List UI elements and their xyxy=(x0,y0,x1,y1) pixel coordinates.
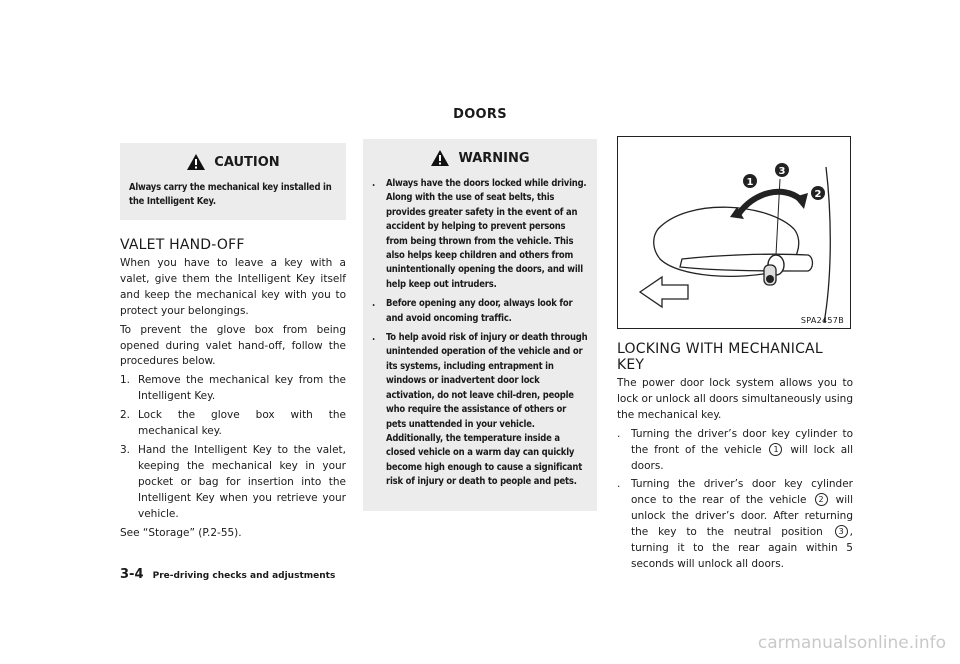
step-number: 3. xyxy=(120,443,131,456)
door-handle-illustration xyxy=(618,137,850,328)
bullet-text: Turning the driver’s door key cylinder to the front of the vehicle xyxy=(631,427,853,456)
warning-heading: WARNING xyxy=(458,150,530,166)
list-item xyxy=(372,297,588,326)
bullet-text: , turning it to the rear again within 5 seconds will unlock all doors. xyxy=(631,526,853,570)
step-text: Hand the Intelligent Key to the valet, keeping the mechanical key in your pocket or bag for insertion into the Intelligent Key when you retrieve your vehicle. xyxy=(138,443,346,520)
warning-text: Always have the doors locked while driving. Along with the use of seat belts, this provides greater safety in the event of an accident by helping to prevent persons from being thrown from the vehicle. This also helps keep children and others from unintentionally opening the doors, and will help keep out intruders. xyxy=(386,178,587,290)
list-item xyxy=(120,443,346,523)
figure-code: SPA2457B xyxy=(800,316,844,325)
bullet: . xyxy=(617,427,621,440)
bullet: . xyxy=(372,332,376,344)
caution-header xyxy=(129,153,337,171)
caution-text: Always carry the mechanical key installed in the Intelligent Key. xyxy=(129,182,332,208)
list-item xyxy=(617,477,853,572)
list-item xyxy=(372,331,588,489)
bullet: . xyxy=(617,478,621,491)
step-number: 1. xyxy=(120,374,131,387)
warning-box xyxy=(363,139,597,511)
bullet-text: Turning the driver’s door key cylinder once to the rear of the vehicle xyxy=(631,478,853,507)
valet-body xyxy=(120,256,346,541)
callout-1-inline: 1 xyxy=(769,443,782,456)
warning-triangle-icon xyxy=(186,153,206,171)
section-title: DOORS xyxy=(453,107,507,122)
door-handle-figure xyxy=(617,136,851,329)
warning-text: To help avoid risk of injury or death through unintended operation of the vehicle and or its systems, including entrapment in windows or inadvertent door lock activation, do not leave chil-dren, people who require the assistance of others or pets unattended in your vehicle. Additionally, the temperature inside a closed vehicle on a warm day can quickly become high enough to cause a significant risk of injury or death to people and pets. xyxy=(386,332,588,488)
bullet-text: will unlock the driver’s door. After returning the key to the neutral position xyxy=(631,494,854,539)
bullet: . xyxy=(372,178,376,189)
callout-3: 3 xyxy=(778,166,786,177)
callout-2-inline: 2 xyxy=(815,493,828,506)
watermark: carmanualsonline.info xyxy=(757,633,946,653)
right-column xyxy=(617,136,853,576)
page-footer xyxy=(120,563,335,582)
left-column xyxy=(120,143,346,544)
valet-intro: When you have to leave a key with a valet, give them the Intelligent Key itself and keep the mechanical key with you to protect your belongings. xyxy=(120,257,346,317)
warning-list xyxy=(372,177,588,490)
step-text: Lock the glove box with the mechanical key. xyxy=(138,409,346,438)
step-text: Remove the mechanical key from the Intelligent Key. xyxy=(138,374,346,403)
footer-title: Pre-driving checks and adjustments xyxy=(152,571,336,581)
callout-3-inline: 3 xyxy=(835,525,848,538)
valet-steps xyxy=(120,373,346,522)
storage-reference[interactable]: See “Storage” (P.2-55). xyxy=(120,526,242,539)
valet-heading: VALET HAND-OFF xyxy=(120,237,245,253)
locking-intro: The power door lock system allows you to lock or unlock all doors simultaneously using the mechanical key. xyxy=(617,377,853,421)
list-item xyxy=(617,427,853,475)
warning-header xyxy=(372,149,588,167)
callout-1: 1 xyxy=(746,177,754,188)
bullet-text: will lock all doors. xyxy=(631,443,853,472)
callout-2: 2 xyxy=(814,189,822,200)
warning-text: Before opening any door, always look for and avoid oncoming traffic. xyxy=(386,298,573,324)
list-item xyxy=(120,373,346,405)
bullet: . xyxy=(372,298,376,310)
locking-body xyxy=(617,376,853,573)
locking-list xyxy=(617,427,853,573)
valet-prevent: To prevent the glove box from being opened during valet hand-off, follow the procedures below. xyxy=(120,323,346,368)
warning-triangle-icon xyxy=(430,149,450,167)
locking-heading: LOCKING WITH MECHANICAL KEY xyxy=(617,341,823,373)
list-item xyxy=(120,408,346,440)
middle-column xyxy=(363,139,597,511)
step-number: 2. xyxy=(120,409,131,422)
list-item xyxy=(372,177,588,292)
caution-box xyxy=(120,143,346,220)
page-number: 3-4 xyxy=(120,567,144,582)
caution-heading: CAUTION xyxy=(214,154,280,170)
